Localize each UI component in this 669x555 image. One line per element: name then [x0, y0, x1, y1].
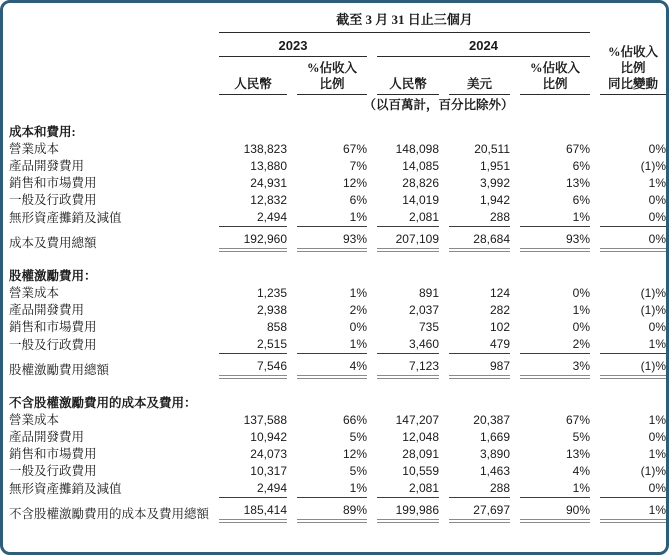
row-label: 產品開發費用	[9, 303, 85, 317]
cell-value: 2,494	[219, 209, 287, 227]
header-line: 比例	[542, 77, 568, 91]
cell-value: 2%	[520, 336, 590, 354]
cell-value: 1,942	[479, 193, 510, 207]
year-2024-header: 2024	[377, 33, 590, 57]
cell-value: 0%	[572, 286, 590, 300]
total-value: 192,960	[219, 227, 287, 252]
cell-value: 147,207	[395, 413, 439, 427]
cell-value: 1%	[648, 413, 666, 427]
cell-value: 13%	[565, 176, 590, 190]
cell-value: 0%	[600, 209, 666, 227]
cell-value: 7%	[349, 159, 367, 173]
cell-value: 4%	[572, 464, 590, 478]
cell-value: 10,317	[250, 464, 287, 478]
total-value: 7,546	[219, 354, 287, 379]
row-label: 營業成本	[9, 142, 60, 156]
total-value: 0%	[600, 227, 666, 252]
header-line: 人民幣	[389, 77, 427, 91]
total-value: (1)%	[600, 354, 666, 379]
total-value: 7,123	[377, 354, 439, 379]
row-label: 無形資產攤銷及減值	[9, 482, 122, 496]
cell-value: 14,019	[402, 193, 439, 207]
total-value: 93%	[297, 227, 367, 252]
cell-value: 13,880	[250, 159, 287, 173]
column-header-rmb-2023	[219, 57, 287, 95]
cell-value: 66%	[342, 413, 367, 427]
cell-value: 0%	[648, 142, 666, 156]
cell-value: 1%	[572, 303, 590, 317]
total-label: 成本及費用總額	[9, 236, 97, 250]
cell-value: 891	[418, 286, 439, 300]
cell-value: 1%	[297, 336, 367, 354]
total-value: 89%	[297, 498, 367, 523]
cell-value: 3,460	[377, 336, 439, 354]
cell-value: 67%	[565, 413, 590, 427]
column-header-rmb-2024	[377, 57, 439, 95]
total-value: 4%	[297, 354, 367, 379]
cell-value: 148,098	[395, 142, 439, 156]
cell-value: 858	[266, 320, 287, 334]
row-label: 營業成本	[9, 286, 60, 300]
cell-value: 14,085	[402, 159, 439, 173]
section-heading: 股權激勵費用：	[9, 269, 97, 283]
cell-value: 5%	[349, 464, 367, 478]
cell-value: 1%	[349, 286, 367, 300]
cell-value: 138,823	[243, 142, 287, 156]
cell-value: (1)%	[640, 159, 666, 173]
total-label: 股權激勵費用總額	[9, 363, 110, 377]
row-label: 產品開發費用	[9, 430, 85, 444]
cell-value: (1)%	[640, 286, 666, 300]
cell-value: 3,890	[479, 447, 510, 461]
total-value: 93%	[520, 227, 590, 252]
cell-value: 124	[489, 286, 510, 300]
cell-value: 0%	[572, 320, 590, 334]
row-label: 無形資產攤銷及減值	[9, 211, 122, 225]
cell-value: 20,511	[474, 142, 510, 156]
cell-value: 0%	[600, 480, 666, 498]
cell-value: 24,931	[250, 176, 287, 190]
cell-value: 288	[449, 209, 510, 227]
total-value: 27,697	[449, 498, 510, 523]
cell-value: 6%	[349, 193, 367, 207]
cell-value: 1,463	[479, 464, 510, 478]
header-line: 美元	[466, 77, 492, 91]
cell-value: 1%	[648, 447, 666, 461]
row-label: 銷售和市場費用	[9, 176, 97, 190]
cell-value: 2,938	[256, 303, 287, 317]
cell-value: 1%	[520, 480, 590, 498]
cell-value: 1%	[648, 176, 666, 190]
cell-value: (1)%	[640, 303, 666, 317]
row-label: 一般及行政費用	[9, 193, 97, 207]
cell-value: 6%	[572, 159, 590, 173]
total-value: 185,414	[219, 498, 287, 523]
cell-value: 0%	[648, 193, 666, 207]
cost-expense-table	[3, 3, 666, 523]
cell-value: 735	[418, 320, 439, 334]
cell-value: 10,942	[250, 430, 287, 444]
total-value: 90%	[520, 498, 590, 523]
cell-value: 479	[449, 336, 510, 354]
row-label: 銷售和市場費用	[9, 320, 97, 334]
cell-value: 1%	[297, 480, 367, 498]
cell-value: 2%	[349, 303, 367, 317]
header-line: 比例	[319, 77, 345, 91]
cell-value: 5%	[572, 430, 590, 444]
header-line: 比例	[620, 61, 646, 75]
cell-value: 12%	[342, 447, 367, 461]
total-label: 不含股權激勵費用的成本及費用總額	[9, 507, 210, 521]
cell-value: 1,235	[256, 286, 287, 300]
header-line: %佔收入	[306, 61, 357, 75]
cell-value: 24,073	[250, 447, 287, 461]
header-line: 人民幣	[234, 77, 272, 91]
cell-value: 0%	[349, 320, 367, 334]
cell-value: 67%	[342, 142, 367, 156]
cell-value: 102	[489, 320, 510, 334]
cell-value: 2,081	[377, 480, 439, 498]
cell-value: 1%	[297, 209, 367, 227]
period-title: 截至 3 月 31 日止三個月	[219, 11, 590, 33]
cell-value: 6%	[572, 193, 590, 207]
row-label: 銷售和市場費用	[9, 447, 97, 461]
cell-value: 1%	[520, 209, 590, 227]
cell-value: 2,037	[408, 303, 439, 317]
total-value: 1%	[600, 498, 666, 523]
column-header-usd-2024	[449, 57, 510, 95]
section-heading: 不含股權激勵費用的成本及費用：	[9, 396, 197, 410]
cell-value: 28,826	[402, 176, 439, 190]
total-value: 207,109	[377, 227, 439, 252]
cell-value: 12,832	[250, 193, 287, 207]
cell-value: 2,515	[219, 336, 287, 354]
cell-value: 3,992	[479, 176, 510, 190]
cell-value: (1)%	[640, 464, 666, 478]
cell-value: 2,081	[377, 209, 439, 227]
cell-value: 12%	[342, 176, 367, 190]
cell-value: 288	[449, 480, 510, 498]
cell-value: 1,669	[479, 430, 510, 444]
row-label: 營業成本	[9, 413, 60, 427]
header-line: %佔收入	[607, 45, 658, 59]
header-line: %佔收入	[529, 61, 580, 75]
cell-value: 13%	[565, 447, 590, 461]
cell-value: 1,951	[479, 159, 510, 173]
total-value: 199,986	[377, 498, 439, 523]
cell-value: 5%	[349, 430, 367, 444]
total-value: 28,684	[449, 227, 510, 252]
cell-value: 20,387	[473, 413, 510, 427]
column-header-pct-revenue-2024	[520, 57, 590, 95]
unit-note: （以百萬計，百分比除外）	[363, 98, 514, 112]
cell-value: 12,048	[402, 430, 439, 444]
cell-value: 28,091	[402, 447, 439, 461]
header-line: 同比變動	[607, 77, 658, 91]
total-value: 3%	[520, 354, 590, 379]
row-label: 產品開發費用	[9, 159, 85, 173]
cell-value: 0%	[648, 430, 666, 444]
section-heading: 成本和費用:	[9, 125, 76, 139]
year-2023-header: 2023	[219, 33, 367, 57]
total-value: 987	[449, 354, 510, 379]
cell-value: 1%	[600, 336, 666, 354]
cell-value: 137,588	[243, 413, 287, 427]
column-header-pct-revenue-2023	[297, 57, 367, 95]
cell-value: 2,494	[219, 480, 287, 498]
cell-value: 10,559	[402, 464, 439, 478]
yoy-change-column-header	[600, 33, 666, 95]
row-label: 一般及行政費用	[9, 464, 97, 478]
cell-value: 67%	[565, 142, 590, 156]
cell-value: 282	[489, 303, 510, 317]
row-label: 一般及行政費用	[9, 338, 97, 352]
cell-value: 0%	[648, 320, 666, 334]
